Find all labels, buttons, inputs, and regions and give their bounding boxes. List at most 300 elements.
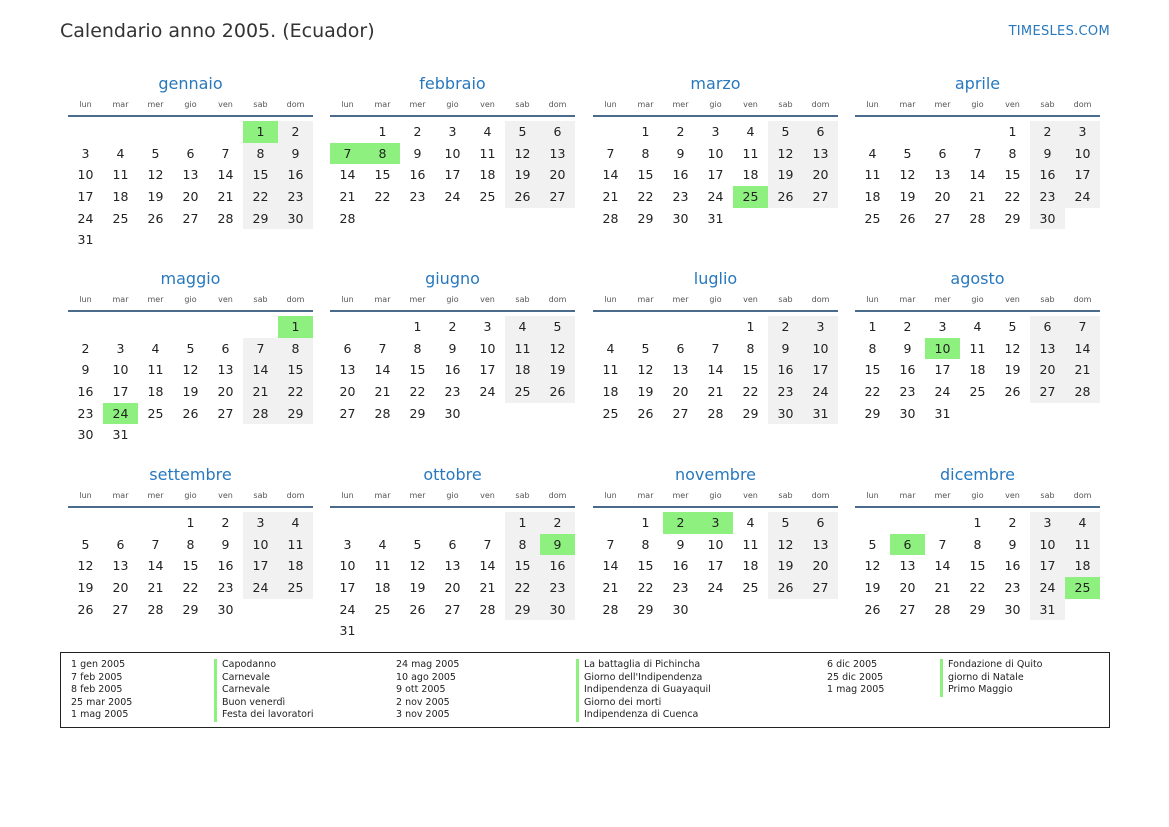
day-cell: 1 [641, 124, 650, 139]
weekday-label: sab [778, 100, 793, 109]
day-cell: 18 [602, 384, 619, 400]
day-cell: 26 [540, 381, 575, 403]
day-cell: 3 [1030, 512, 1065, 534]
week-row [855, 534, 1100, 556]
brand-link[interactable]: TIMESLES.COM [1008, 24, 1110, 39]
empty-cell [698, 316, 733, 338]
day-cell: 5 [151, 145, 160, 161]
empty-cell [470, 512, 505, 534]
legend-holiday-name: Fondazione di Quito [940, 659, 1043, 672]
weekday-label: mar [374, 100, 391, 109]
weekday-header [593, 489, 838, 503]
week-row [593, 381, 838, 403]
header-rule [68, 506, 313, 508]
month-agosto [855, 269, 1100, 424]
weekday-label: mar [374, 295, 391, 304]
day-cell: 28 [1065, 381, 1100, 403]
week-row [68, 555, 313, 577]
day-cell: 21 [707, 384, 724, 400]
weekday-label: mer [147, 295, 164, 304]
month-name: aprile [954, 74, 1001, 93]
weekday-header [68, 98, 313, 112]
weekday-label: sab [253, 491, 268, 500]
day-cell: 19 [768, 164, 803, 186]
week-row [593, 164, 838, 186]
weekday-label: mer [409, 100, 426, 109]
day-cell: 13 [444, 558, 461, 574]
day-cell: 23 [444, 384, 461, 400]
empty-cell [960, 403, 995, 425]
week-row [68, 316, 313, 338]
empty-cell [138, 121, 173, 143]
empty-cell [243, 229, 278, 251]
day-cell: 27 [540, 186, 575, 208]
weekday-label: lun [79, 100, 92, 109]
day-cell: 21 [969, 189, 986, 205]
day-cell: 10 [707, 536, 724, 552]
week-row [68, 424, 313, 446]
day-cell: 11 [278, 534, 313, 556]
empty-cell [925, 121, 960, 143]
day-cell: 4 [606, 340, 615, 356]
empty-cell [68, 512, 103, 534]
day-cell: 12 [409, 558, 426, 574]
week-row [330, 534, 575, 556]
month-name: luglio [693, 269, 738, 288]
day-cell: 14 [1065, 338, 1100, 360]
day-cell: 29 [969, 601, 986, 617]
empty-cell [470, 208, 505, 230]
day-cell: 24 [1065, 186, 1100, 208]
holiday-day-cell: 7 [330, 143, 365, 165]
empty-cell [278, 599, 313, 621]
day-cell: 27 [339, 405, 356, 421]
day-cell: 27 [444, 601, 461, 617]
empty-cell [628, 316, 663, 338]
day-cell: 23 [768, 381, 803, 403]
empty-cell [330, 121, 365, 143]
weekday-label: ven [1005, 491, 1020, 500]
legend-holiday-name: Carnevale [214, 672, 314, 685]
weekday-label: sab [1040, 100, 1055, 109]
day-cell: 15 [505, 555, 540, 577]
legend-date: 1 mag 2005 [71, 709, 129, 721]
day-cell: 15 [182, 558, 199, 574]
empty-cell [400, 512, 435, 534]
week-row [593, 534, 838, 556]
weekday-label: lun [79, 491, 92, 500]
empty-cell [138, 229, 173, 251]
empty-cell [663, 316, 698, 338]
day-cell: 11 [505, 338, 540, 360]
day-cell: 23 [672, 189, 689, 205]
day-cell: 20 [112, 580, 129, 596]
day-cell: 2 [540, 512, 575, 534]
empty-cell [890, 512, 925, 534]
day-cell: 11 [742, 536, 759, 552]
empty-cell [138, 316, 173, 338]
day-cell: 8 [505, 534, 540, 556]
weekday-label: mer [934, 100, 951, 109]
day-cell: 9 [676, 145, 685, 161]
day-cell: 7 [243, 338, 278, 360]
day-cell: 28 [934, 601, 951, 617]
empty-cell [435, 620, 470, 642]
day-cell: 25 [864, 210, 881, 226]
week-row [330, 186, 575, 208]
day-cell: 17 [339, 580, 356, 596]
day-cell: 3 [711, 124, 720, 139]
empty-cell [330, 512, 365, 534]
day-cell: 19 [899, 189, 916, 205]
day-cell: 27 [112, 601, 129, 617]
week-row [855, 381, 1100, 403]
day-cell: 11 [1065, 534, 1100, 556]
day-cell: 24 [1030, 577, 1065, 599]
empty-cell [103, 121, 138, 143]
day-cell: 26 [409, 601, 426, 617]
day-cell: 15 [969, 558, 986, 574]
month-ottobre [330, 465, 575, 642]
empty-cell [540, 403, 575, 425]
day-cell: 31 [339, 623, 356, 639]
empty-cell [278, 424, 313, 446]
empty-cell [768, 599, 803, 621]
week-row [855, 164, 1100, 186]
day-cell: 4 [483, 124, 492, 139]
day-cell: 19 [637, 384, 654, 400]
day-cell: 26 [505, 186, 540, 208]
empty-cell [925, 512, 960, 534]
weekday-label: mar [637, 295, 654, 304]
day-cell: 26 [1004, 384, 1021, 400]
weekday-label: gio [971, 295, 984, 304]
day-cell: 29 [864, 405, 881, 421]
day-cell: 19 [182, 384, 199, 400]
holiday-day-cell: 6 [890, 534, 925, 556]
empty-cell [435, 208, 470, 230]
day-cell: 14 [479, 558, 496, 574]
week-row [855, 208, 1100, 230]
empty-cell [803, 208, 838, 230]
month-aprile [855, 74, 1100, 229]
day-cell: 17 [479, 362, 496, 378]
day-cell: 21 [602, 580, 619, 596]
legend-date: 25 mar 2005 [71, 696, 133, 708]
day-cell: 20 [1030, 359, 1065, 381]
day-cell: 16 [1004, 558, 1021, 574]
day-cell: 1 [413, 319, 422, 334]
day-cell: 26 [768, 577, 803, 599]
day-cell: 24 [803, 381, 838, 403]
weekday-label: mer [147, 100, 164, 109]
weekday-label: gio [971, 491, 984, 500]
day-cell: 15 [243, 164, 278, 186]
day-cell: 31 [707, 210, 724, 226]
weekday-label: lun [604, 491, 617, 500]
weekday-label: ven [218, 100, 233, 109]
weekday-label: sab [1040, 295, 1055, 304]
month-name: febbraio [419, 74, 486, 93]
week-row [855, 599, 1100, 621]
day-cell: 21 [243, 381, 278, 403]
day-cell: 5 [768, 121, 803, 143]
day-cell: 12 [637, 362, 654, 378]
day-cell: 4 [116, 145, 125, 161]
day-cell: 5 [768, 512, 803, 534]
week-row [330, 381, 575, 403]
day-cell: 9 [1008, 536, 1017, 552]
day-cell: 24 [707, 189, 724, 205]
day-cell: 22 [409, 384, 426, 400]
empty-cell [208, 229, 243, 251]
day-cell: 25 [278, 577, 313, 599]
day-cell: 25 [112, 210, 129, 226]
day-cell: 10 [1030, 534, 1065, 556]
day-cell: 22 [864, 384, 881, 400]
day-cell: 8 [746, 340, 755, 356]
weekday-label: lun [341, 100, 354, 109]
day-cell: 4 [505, 316, 540, 338]
month-name: gennaio [158, 74, 223, 93]
day-cell: 25 [147, 405, 164, 421]
weekday-header [593, 98, 838, 112]
day-cell: 2 [903, 319, 912, 334]
day-cell: 17 [707, 558, 724, 574]
week-row [68, 208, 313, 230]
weekday-label: ven [480, 295, 495, 304]
day-cell: 22 [243, 186, 278, 208]
day-cell: 12 [77, 558, 94, 574]
day-cell: 7 [378, 340, 387, 356]
legend-dates-column [827, 659, 884, 697]
week-row [330, 403, 575, 425]
day-cell: 11 [479, 145, 496, 161]
day-cell: 15 [1004, 167, 1021, 183]
week-row [593, 143, 838, 165]
legend-date: 2 nov 2005 [396, 696, 450, 708]
weekday-label: lun [604, 100, 617, 109]
empty-cell [138, 512, 173, 534]
day-cell: 12 [540, 338, 575, 360]
day-cell: 15 [278, 359, 313, 381]
holiday-day-cell: 9 [540, 534, 575, 556]
weekday-header [330, 98, 575, 112]
page-title: Calendario anno 2005. (Ecuador) [60, 20, 375, 42]
day-cell: 12 [1004, 340, 1021, 356]
holiday-day-cell: 1 [278, 316, 313, 338]
day-cell: 13 [182, 167, 199, 183]
week-row [330, 143, 575, 165]
day-cell: 21 [339, 189, 356, 205]
day-cell: 30 [444, 405, 461, 421]
day-cell: 26 [864, 601, 881, 617]
legend-date: 8 feb 2005 [71, 684, 123, 696]
day-cell: 13 [899, 558, 916, 574]
weekday-label: dom [811, 491, 830, 500]
weekday-label: mar [637, 491, 654, 500]
day-cell: 27 [803, 577, 838, 599]
weekday-label: mar [374, 491, 391, 500]
day-cell: 18 [742, 167, 759, 183]
day-cell: 18 [278, 555, 313, 577]
day-cell: 9 [1030, 143, 1065, 165]
day-cell: 4 [746, 515, 755, 530]
weekday-label: gio [709, 100, 722, 109]
day-cell: 5 [81, 536, 90, 552]
day-cell: 23 [77, 405, 94, 421]
day-cell: 9 [768, 338, 803, 360]
day-cell: 27 [934, 210, 951, 226]
day-cell: 17 [707, 167, 724, 183]
weekday-label: mer [672, 295, 689, 304]
day-cell: 11 [147, 362, 164, 378]
day-cell: 28 [243, 403, 278, 425]
weekday-label: mar [637, 100, 654, 109]
empty-cell [593, 121, 628, 143]
weekday-label: lun [866, 491, 879, 500]
day-cell: 29 [409, 405, 426, 421]
weekday-label: mar [112, 100, 129, 109]
day-cell: 16 [768, 359, 803, 381]
day-cell: 7 [483, 536, 492, 552]
day-cell: 22 [742, 384, 759, 400]
week-row [855, 316, 1100, 338]
day-cell: 23 [409, 189, 426, 205]
weekday-label: sab [253, 100, 268, 109]
weekday-label: gio [709, 295, 722, 304]
weekday-label: ven [743, 295, 758, 304]
day-cell: 29 [278, 403, 313, 425]
day-cell: 22 [969, 580, 986, 596]
empty-cell [1065, 403, 1100, 425]
day-cell: 9 [676, 536, 685, 552]
day-cell: 14 [147, 558, 164, 574]
legend-holiday-name: Buon venerdì [214, 697, 314, 710]
day-cell: 18 [147, 384, 164, 400]
day-cell: 15 [637, 558, 654, 574]
week-row [855, 359, 1100, 381]
empty-cell [400, 208, 435, 230]
weekday-label: mar [899, 491, 916, 500]
empty-cell [698, 599, 733, 621]
week-row [68, 403, 313, 425]
empty-cell [208, 424, 243, 446]
empty-cell [593, 512, 628, 534]
weekday-label: dom [811, 100, 830, 109]
day-cell: 1 [641, 515, 650, 530]
weekday-label: dom [286, 295, 305, 304]
day-cell: 7 [221, 145, 230, 161]
day-cell: 23 [899, 384, 916, 400]
week-row [330, 599, 575, 621]
weekday-label: dom [286, 100, 305, 109]
empty-cell [103, 512, 138, 534]
weekday-label: lun [341, 491, 354, 500]
day-cell: 6 [116, 536, 125, 552]
day-cell: 31 [112, 427, 129, 443]
day-cell: 5 [413, 536, 422, 552]
week-row [68, 186, 313, 208]
day-cell: 31 [934, 405, 951, 421]
day-cell: 23 [672, 580, 689, 596]
empty-cell [435, 512, 470, 534]
day-cell: 3 [116, 340, 125, 356]
day-cell: 28 [374, 405, 391, 421]
week-row [593, 121, 838, 143]
day-cell: 16 [444, 362, 461, 378]
day-cell: 24 [339, 601, 356, 617]
week-row [855, 555, 1100, 577]
day-cell: 16 [217, 558, 234, 574]
day-cell: 18 [505, 359, 540, 381]
weekday-label: sab [1040, 491, 1055, 500]
empty-cell [505, 208, 540, 230]
day-cell: 26 [77, 601, 94, 617]
holiday-day-cell: 10 [925, 338, 960, 360]
empty-cell [768, 208, 803, 230]
day-cell: 12 [768, 534, 803, 556]
weekday-label: ven [218, 491, 233, 500]
day-cell: 17 [934, 362, 951, 378]
empty-cell [68, 121, 103, 143]
day-cell: 17 [444, 167, 461, 183]
day-cell: 28 [479, 601, 496, 617]
holiday-day-cell: 1 [243, 121, 278, 143]
month-novembre [593, 465, 838, 620]
day-cell: 28 [339, 210, 356, 226]
day-cell: 11 [864, 167, 881, 183]
empty-cell [173, 424, 208, 446]
holiday-day-cell: 2 [663, 512, 698, 534]
day-cell: 30 [1004, 601, 1021, 617]
week-row [330, 577, 575, 599]
day-cell: 15 [637, 167, 654, 183]
day-cell: 17 [803, 359, 838, 381]
day-cell: 11 [969, 340, 986, 356]
day-cell: 11 [742, 145, 759, 161]
day-cell: 14 [969, 167, 986, 183]
day-cell: 14 [374, 362, 391, 378]
empty-cell [1065, 208, 1100, 230]
day-cell: 16 [77, 384, 94, 400]
day-cell: 10 [803, 338, 838, 360]
week-row [330, 316, 575, 338]
day-cell: 8 [868, 340, 877, 356]
weekday-header [68, 293, 313, 307]
week-row [68, 164, 313, 186]
day-cell: 18 [864, 189, 881, 205]
weekday-label: mer [672, 491, 689, 500]
legend-date: 1 gen 2005 [71, 659, 126, 670]
day-cell: 10 [112, 362, 129, 378]
day-cell: 9 [903, 340, 912, 356]
legend-date: 25 dic 2005 [827, 671, 884, 683]
legend-holiday-name: Capodanno [214, 659, 314, 672]
day-cell: 19 [409, 580, 426, 596]
empty-cell [173, 316, 208, 338]
day-cell: 16 [1030, 164, 1065, 186]
legend-date: 3 nov 2005 [396, 709, 450, 721]
weekday-label: gio [446, 491, 459, 500]
day-cell: 6 [1030, 316, 1065, 338]
day-cell: 16 [672, 558, 689, 574]
day-cell: 15 [374, 167, 391, 183]
weekday-header [855, 98, 1100, 112]
week-row [68, 599, 313, 621]
empty-cell [855, 512, 890, 534]
week-row [330, 512, 575, 534]
